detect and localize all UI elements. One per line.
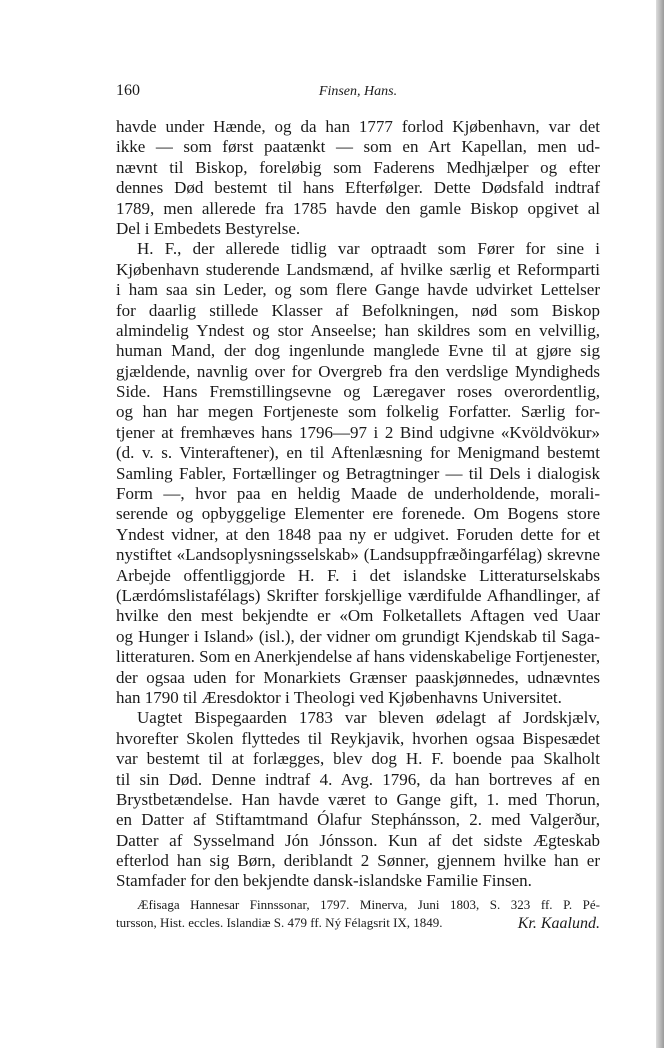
text-line: 1789, men allerede fra 1785 havde den gamle Biskop opgivet al (116, 198, 600, 218)
text-line: litteraturen. Som en Anerkjendelse af hans videnskabelige Fortjenester, (116, 647, 601, 667)
text-line: Yndest vidner, at den 1848 paa ny er udgivet. Foruden dette for et (116, 524, 600, 544)
text-line: var bestemt til at forlægges, blev dog H. F. boende paa Skalholt (116, 749, 600, 769)
text-line: Del i Embedets Bestyrelse. (116, 218, 301, 238)
text-line: (d. v. s. Vinteraftener), en til Aftenlæsning for Menigmand bestemt (116, 443, 600, 463)
page-edge (656, 0, 664, 1048)
text-line: Uagtet Bispegaarden 1783 var bleven ødelagt af Jordskjælv, (137, 708, 600, 728)
text-line: hvilke den mest bekjendte er «Om Folketallets Aftagen ved Uaar (116, 606, 600, 626)
text-line: H. F., der allerede tidlig var optraadt som Fører for sine i (137, 239, 600, 259)
text-line: efterlod han sig Børn, deriblandt 2 Sønner, gjennem hvilke han er (116, 851, 600, 871)
text-line: Brystbetændelse. Han havde været to Gange gift, 1. med Thorun, (116, 789, 600, 809)
text-line: tjener at fremhæves hans 1796—97 i 2 Bind udgivne «Kvöldvökur» (116, 422, 600, 442)
text-line: nystiftet «Landsoplysningsselskab» (Landsuppfræðingarfélag) skrevne (116, 545, 600, 565)
text-line: Side. Hans Fremstillingsevne og Læregaver roses overordentlig, (116, 382, 600, 402)
reference-line-with-signature (116, 915, 600, 933)
text-line: Stamfader for den bekjendte dansk-islandske Familie Finsen. (116, 871, 532, 891)
references (116, 895, 600, 933)
text-line: human Mand, der dog ingenlunde manglede Evne til at gjøre sig (116, 341, 600, 361)
text-line: (Lærdómslistafélags) Skrifter forskjellige værdifulde Afhandlinger, af (116, 585, 600, 605)
text-line: der ogsaa uden for Monarkiets Grænser paaskjønnedes, udnævntes (116, 667, 600, 687)
text-line: for daarlig stillede Klasser af Befolkningen, nød som Biskop (116, 300, 600, 320)
reference-line: Æfisaga Hannesar Finnssonar, 1797. Minerva, Juni 1803, S. 323 ff. P. Pé- (137, 897, 600, 912)
running-header (116, 82, 600, 102)
text-line: Datter af Sysselmand Jón Jónsson. Kun af det sidste Ægteskab (116, 830, 600, 850)
text-line: almindelig Yndest og stor Anseelse; han skildres som en velvillig, (116, 320, 600, 340)
text-line: ikke — som først paatænkt — som en Art Kapellan, men ud- (116, 137, 600, 157)
text-line: serende og opbyggelige Elementer ere forenede. Om Bogens store (116, 504, 600, 524)
text-line: og Hunger i Island» (isl.), der vidner om grundigt Kjendskab til Saga- (116, 626, 600, 646)
text-line: hvorefter Skolen flyttedes til Reykjavik, hvorhen ogsaa Bispesædet (116, 728, 600, 748)
text-line: en Datter af Stiftamtmand Ólafur Stephánsson, 2. med Valgerður, (116, 810, 600, 830)
text-line: Samling Fabler, Fortællinger og Betragtninger — til Dels i dialogisk (116, 463, 600, 483)
running-title: Finsen, Hans. (318, 84, 398, 99)
text-line: i ham saa sin Leder, og som flere Gange havde udvirket Lettelser (116, 280, 600, 300)
text-line: til sin Død. Denne indtraf 4. Avg. 1796, da han bortreves af en (116, 769, 600, 789)
text-line: han 1790 til Æresdoktor i Theologi ved Kjøbenhavns Universitet. (116, 687, 562, 707)
text-line: havde under Hænde, og da han 1777 forlod Kjøbenhavn, var det (116, 117, 600, 136)
author-signature: Kr. Kaalund. (517, 915, 600, 932)
text-line: dennes Død bestemt til hans Efterfølger. Dette Dødsfald indtraf (116, 178, 600, 198)
text-line: Form —, hvor paa en heldig Maade de underholdende, morali- (116, 484, 600, 504)
text-line: og han har megen Fortjeneste som folkelig Forfatter. Særlig for- (116, 402, 600, 422)
body-text (116, 117, 600, 892)
page-number: 160 (116, 82, 140, 99)
text-line: Arbejde offentliggjorde H. F. i det islandske Litteraturselskabs (116, 565, 600, 585)
text-line: gjældende, navnlig over for Overgreb fra den verdslige Myndigheds (116, 361, 600, 381)
text-line: Kjøbenhavn studerende Landsmænd, af hvilke særlig et Reformparti (116, 259, 600, 279)
reference-line: tursson, Hist. eccles. Islandiæ S. 479 ff. Ný Félagsrit IX, 1849. (116, 915, 443, 930)
text-line: nævnt til Biskop, foreløbig som Faderens Medhjælper og efter (116, 157, 600, 177)
